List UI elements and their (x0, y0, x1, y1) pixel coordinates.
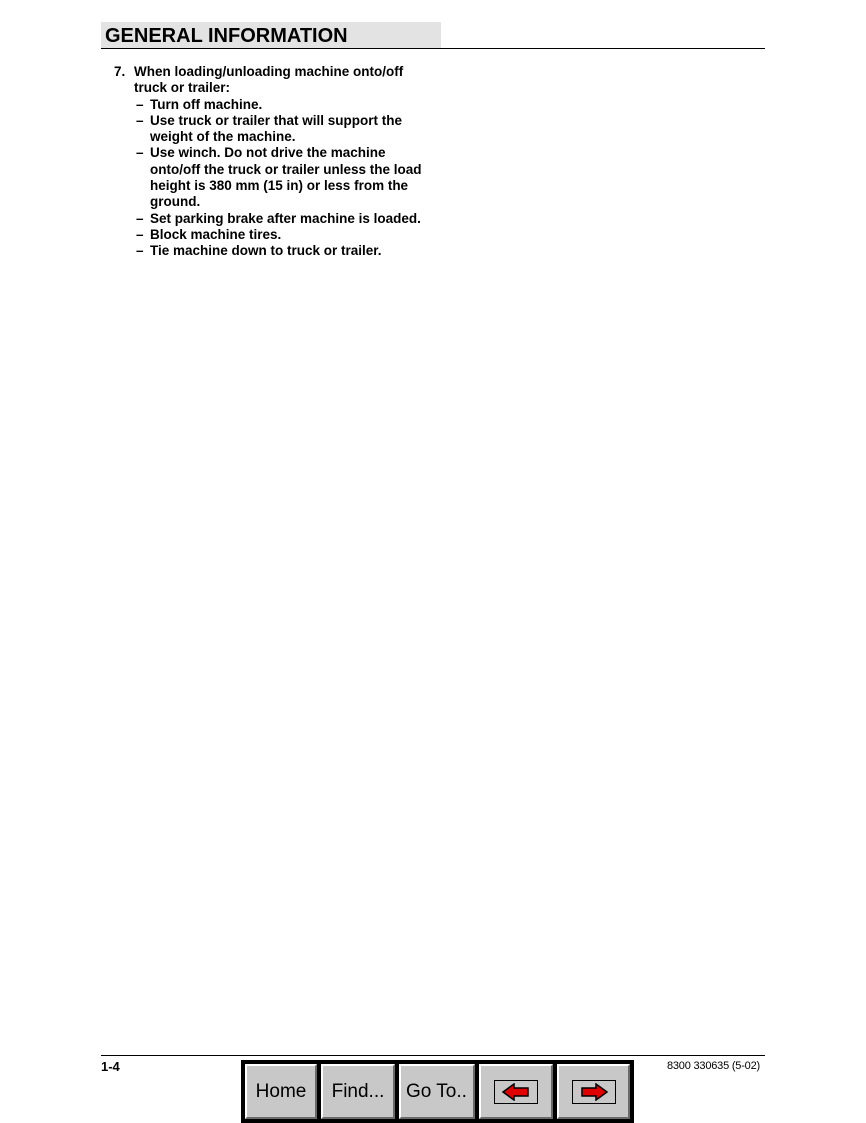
goto-button[interactable]: Go To.. (399, 1064, 475, 1119)
bullet-text: Use truck or trailer that will support the weight of the machine. (150, 112, 403, 145)
find-button[interactable]: Find... (321, 1064, 395, 1119)
page-title: GENERAL INFORMATION (105, 25, 348, 47)
bullet-item (134, 145, 434, 210)
bullet-item (134, 211, 434, 227)
bullet-item (134, 113, 434, 146)
previous-arrow-frame (494, 1080, 538, 1104)
page-number: 1-4 (101, 1059, 120, 1074)
item-body (134, 64, 434, 260)
bullet-dash: – (136, 112, 144, 128)
header-divider (101, 48, 765, 49)
bullet-text: Set parking brake after machine is loaded. (150, 210, 421, 226)
item-number: 7. (114, 64, 126, 79)
bullet-text: Block machine tires. (150, 226, 282, 242)
bullet-dash: – (136, 210, 144, 226)
bullet-item (134, 97, 434, 113)
left-arrow-icon (501, 1083, 531, 1101)
footer-divider (101, 1055, 765, 1056)
bullet-text: Tie machine down to truck or trailer. (150, 243, 382, 259)
next-page-button[interactable] (557, 1064, 630, 1119)
bullet-dash: – (136, 145, 144, 161)
bullet-list (134, 97, 434, 260)
document-code: 8300 330635 (5-02) (666, 1060, 760, 1072)
bullet-text: Use winch. Do not drive the machine onto/off the truck or trailer unless the load height is 380 mm (15 in) or less from the ground. (150, 145, 422, 210)
bullet-dash: – (136, 226, 144, 242)
bullet-text: Turn off machine. (150, 96, 263, 112)
right-arrow-icon (579, 1083, 609, 1101)
list-item (114, 64, 434, 260)
bullet-dash: – (136, 96, 144, 112)
bullet-item (134, 243, 434, 259)
bullet-item (134, 227, 434, 243)
home-button[interactable]: Home (245, 1064, 317, 1119)
navigation-bar (241, 1060, 634, 1123)
previous-page-button[interactable] (479, 1064, 553, 1119)
instructions (114, 64, 434, 260)
next-arrow-frame (572, 1080, 616, 1104)
item-text: When loading/unloading machine onto/off truck or trailer: (134, 64, 404, 96)
bullet-dash: – (136, 243, 144, 259)
